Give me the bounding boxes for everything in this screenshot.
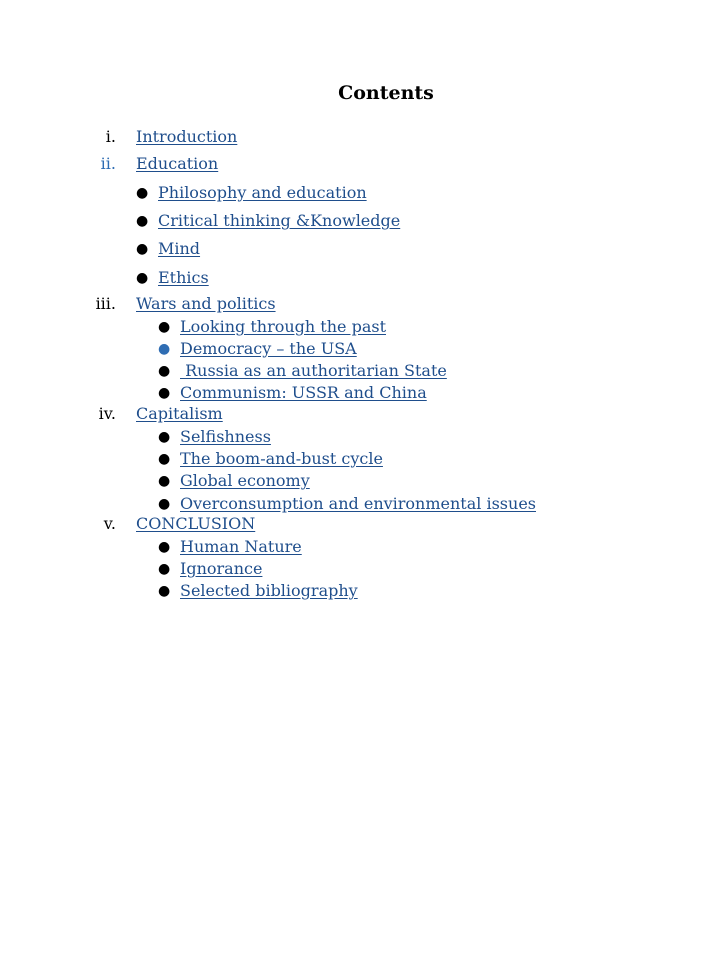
- toc-link-capitalism[interactable]: Capitalism: [136, 404, 223, 423]
- bullet-icon: ●: [158, 496, 171, 512]
- bullet-icon: ●: [158, 341, 171, 357]
- toc-link-philosophy-and-education[interactable]: Philosophy and education: [158, 183, 367, 202]
- bullet-icon: ●: [158, 583, 171, 599]
- toc-link-ignorance[interactable]: Ignorance: [180, 559, 263, 578]
- toc-link-looking-through-the-past[interactable]: Looking through the past: [180, 317, 386, 336]
- bullet-icon: ●: [158, 473, 171, 489]
- toc-link-critical-thinking[interactable]: Critical thinking &Knowledge: [158, 211, 401, 230]
- toc-link-mind[interactable]: Mind: [158, 239, 201, 258]
- toc-link-selected-bibliography[interactable]: Selected bibliography: [180, 581, 358, 600]
- bullet-icon: ●: [136, 270, 149, 286]
- section-numeral: v.: [103, 514, 116, 533]
- section-numeral: ii.: [100, 154, 116, 173]
- bullet-icon: ●: [136, 185, 149, 201]
- bullet-icon: ●: [158, 363, 171, 379]
- bullet-icon: ●: [136, 241, 149, 257]
- page-title: Contents: [338, 82, 434, 104]
- bullet-icon: ●: [158, 451, 171, 467]
- toc-link-education[interactable]: Education: [136, 154, 219, 173]
- section-numeral: i.: [105, 127, 116, 146]
- toc-link-boom-and-bust-cycle[interactable]: The boom-and-bust cycle: [180, 449, 383, 468]
- bullet-icon: ●: [158, 561, 171, 577]
- bullet-icon: ●: [158, 539, 171, 555]
- toc-link-communism-ussr-china[interactable]: Communism: USSR and China: [180, 383, 427, 402]
- section-numeral: iii.: [95, 294, 116, 313]
- toc-link-russia-authoritarian-state[interactable]: Russia as an authoritarian State: [180, 361, 447, 380]
- bullet-icon: ●: [136, 213, 149, 229]
- toc-link-wars-and-politics[interactable]: Wars and politics: [136, 294, 276, 313]
- toc-link-human-nature[interactable]: Human Nature: [180, 537, 302, 556]
- bullet-icon: ●: [158, 385, 171, 401]
- toc-link-ethics[interactable]: Ethics: [158, 268, 209, 287]
- bullet-icon: ●: [158, 319, 171, 335]
- toc-link-democracy-the-usa[interactable]: Democracy – the USA: [180, 339, 357, 358]
- toc-link-introduction[interactable]: Introduction: [136, 127, 238, 146]
- section-numeral: iv.: [98, 404, 116, 423]
- toc-link-conclusion[interactable]: CONCLUSION: [136, 514, 256, 533]
- bullet-icon: ●: [158, 429, 171, 445]
- toc-link-selfishness[interactable]: Selfishness: [180, 427, 271, 446]
- toc-link-overconsumption[interactable]: Overconsumption and environmental issues: [180, 494, 536, 513]
- toc-link-global-economy[interactable]: Global economy: [180, 471, 310, 490]
